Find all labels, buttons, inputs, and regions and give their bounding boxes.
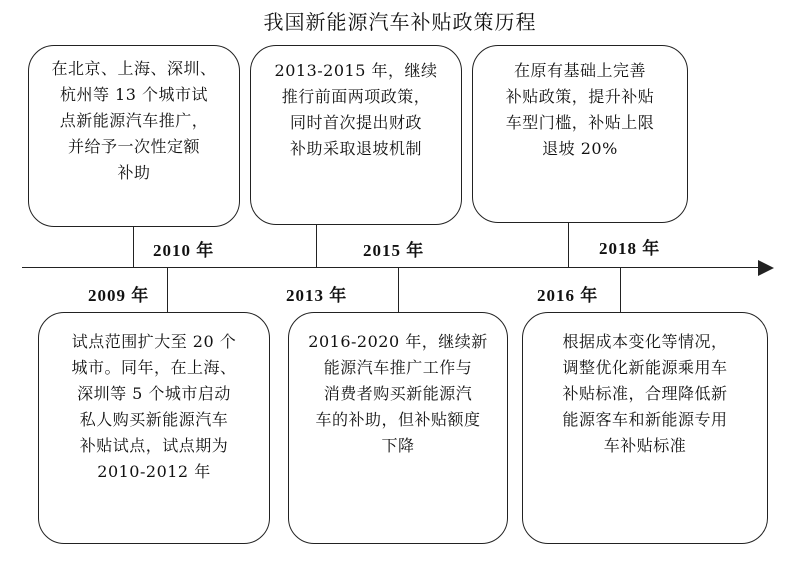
diagram-title: 我国新能源汽车补贴政策历程 [263, 10, 537, 34]
event-text-2010: 在北京、上海、深圳、 杭州等 13 个城市试 点新能源汽车推广， 并给予一次性定额 补助 [51, 59, 217, 182]
connector-2009 [167, 267, 168, 312]
year-label-2009: 2009 年 [88, 286, 150, 305]
timeline-axis [22, 267, 767, 268]
connector-2016 [620, 267, 621, 312]
timeline-arrow-icon [758, 260, 774, 276]
connector-2018 [568, 223, 569, 267]
event-box-2018 [472, 45, 688, 223]
event-box-2015 [250, 45, 462, 225]
year-label-2013: 2013 年 [286, 286, 348, 305]
year-label-2010: 2010 年 [153, 241, 215, 260]
event-box-2013 [288, 312, 508, 544]
year-label-2015: 2015 年 [363, 241, 425, 260]
event-box-2009 [38, 312, 270, 544]
event-text-2016: 根据成本变化等情况， 调整优化新能源乘用车 补贴标准，合理降低新 能源客车和新能源专用 车补贴标准 [562, 332, 728, 455]
event-text-2015: 2013-2015 年，继续 推行前面两项政策， 同时首次提出财政 补助采取退坡机制 [274, 61, 438, 158]
connector-2013 [398, 267, 399, 312]
year-label-2018: 2018 年 [599, 239, 661, 258]
connector-2015 [316, 225, 317, 267]
event-box-2010 [28, 45, 240, 227]
event-text-2013: 2016-2020 年，继续新 能源汽车推广工作与 消费者购买新能源汽 车的补助，但补贴额度 下降 [308, 332, 488, 455]
event-text-2009: 试点范围扩大至 20 个 城市。同年，在上海、 深圳等 5 个城市启动 私人购买新能源汽车 补贴试点，试点期为 2010-2012 年 [71, 332, 237, 481]
event-text-2018: 在原有基础上完善 补贴政策，提升补贴 车型门槛，补贴上限 退坡 20% [505, 61, 655, 158]
year-label-2016: 2016 年 [537, 286, 599, 305]
event-box-2016 [522, 312, 768, 544]
connector-2010 [133, 227, 134, 267]
